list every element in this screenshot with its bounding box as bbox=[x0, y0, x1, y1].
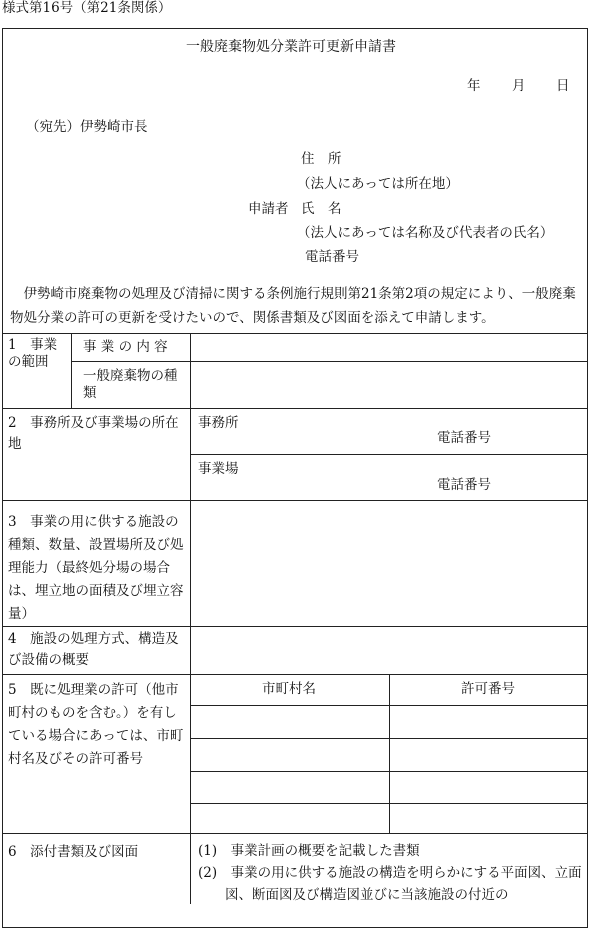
municipality-header: 市町村名 bbox=[262, 681, 316, 697]
phone-label: 電話番号 bbox=[305, 249, 359, 265]
addressee: （宛先）伊勢崎市長 bbox=[26, 119, 148, 135]
attachment-item-1: (1) 事業計画の概要を記載した書類 bbox=[198, 843, 420, 859]
date-year: 年 bbox=[467, 78, 481, 94]
row2-label: 2 事務所及び事業場の所在地 bbox=[8, 415, 179, 452]
site-phone-label: 電話番号 bbox=[437, 477, 491, 493]
date-month: 月 bbox=[512, 78, 526, 94]
site-label: 事業場 bbox=[198, 461, 239, 477]
form-number: 様式第16号（第21条関係） bbox=[2, 0, 172, 16]
address-label: 住 所 bbox=[301, 151, 342, 167]
office-label: 事務所 bbox=[198, 415, 239, 431]
form-title: 一般廃棄物処分業許可更新申請書 bbox=[186, 39, 396, 55]
row1-business-content-field[interactable] bbox=[191, 334, 587, 361]
address-note: （法人にあっては所在地） bbox=[297, 176, 459, 192]
applicant-label: 申請者 bbox=[248, 201, 289, 217]
name-label: 氏 名 bbox=[301, 201, 342, 217]
date-day: 日 bbox=[556, 78, 570, 94]
name-note: （法人にあっては名称及び代表者の氏名） bbox=[297, 225, 554, 241]
row5-label: 5 既に処理業の許可（他市町村のものを含む。）を有している場合にあっては、市町村名及びその許可番号 bbox=[8, 682, 184, 767]
row1-label: 1 事業の範囲 bbox=[8, 337, 58, 370]
form-frame bbox=[2, 28, 588, 928]
attachment-item-2: (2) 事業の用に供する施設の構造を明らかにする平面図、立面図、断面図及び構造図並びに当該施設の付近の bbox=[198, 865, 582, 903]
office-phone-label: 電話番号 bbox=[437, 430, 491, 446]
row3-label: 3 事業の用に供する施設の種類、数量、設置場所及び処理能力（最終処分場の場合は、埋立地の面積及び埋立容量） bbox=[8, 514, 184, 622]
intro-paragraph: 伊勢崎市廃棄物の処理及び清掃に関する条例施行規則第21条第2項の規定により、一般廃棄物処分業の許可の更新を受けたいので、関係書類及び図面を添えて申請します。 bbox=[10, 286, 576, 326]
row4-label: 4 施設の処理方式、構造及び設備の概要 bbox=[8, 631, 179, 668]
row1-business-content: 事 業 の 内 容 bbox=[83, 339, 168, 355]
row3-field[interactable] bbox=[191, 501, 587, 625]
row1-waste-type: 一般廃棄物の種類 bbox=[83, 368, 178, 401]
row6-label: 6 添付書類及び図面 bbox=[8, 844, 139, 860]
permit-number-header: 許可番号 bbox=[461, 681, 515, 697]
row1-waste-type-field[interactable] bbox=[191, 362, 587, 408]
row4-field[interactable] bbox=[191, 627, 587, 673]
